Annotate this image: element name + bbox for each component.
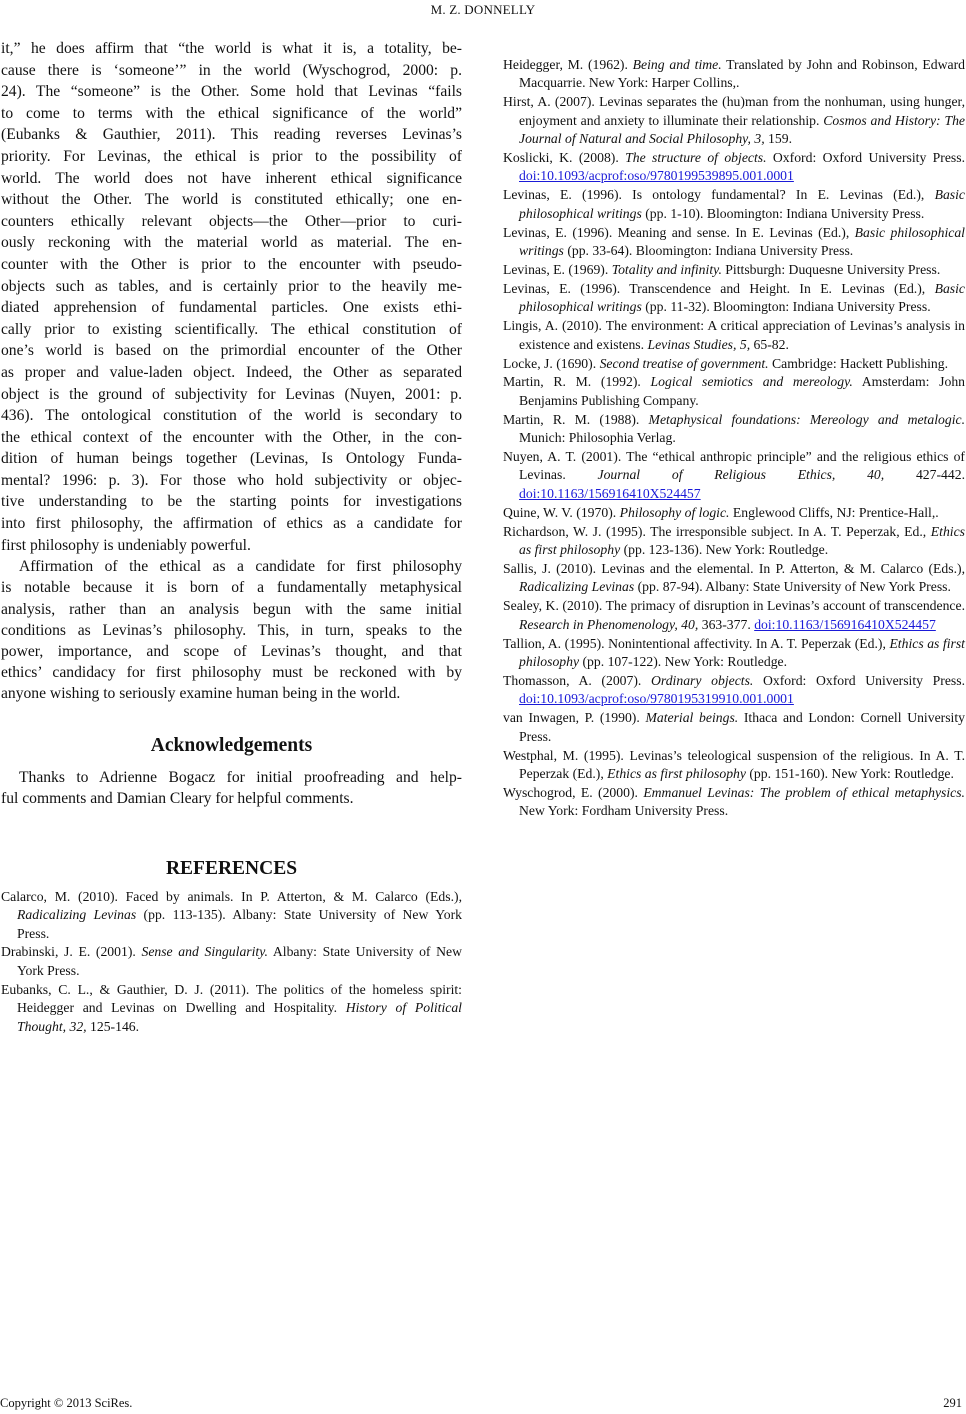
reference-text: 65-82. (750, 336, 789, 352)
text-line: ful comments and Damian Cleary for helpful comments. (1, 790, 354, 808)
right-column (503, 52, 965, 821)
reference-text: Levinas, E. (1969). (503, 261, 612, 277)
reference-title-italic: Second treatise of government. (599, 355, 769, 371)
reference-text: (pp. 113-135). Albany: State University of New York Press. (17, 907, 463, 941)
reference-entry (503, 261, 965, 279)
references-list-left (1, 888, 462, 1036)
reference-text: Koslicki, K. (2008). (503, 150, 626, 166)
reference-text: Martin, R. M. (1988). (503, 411, 649, 427)
reference-title-italic: Cosmos and History: The Journal of Natural and Social Philosophy, 3, (519, 112, 965, 147)
reference-entry (503, 93, 965, 148)
reference-entry (503, 635, 965, 672)
reference-title-italic: Ordinary objects. (651, 672, 754, 688)
reference-text: 427-442. (884, 467, 965, 483)
reference-text: Cambridge: Hackett Publishing. (768, 355, 949, 371)
reference-text: (pp. 123-136). New York: Routledge. (620, 542, 829, 558)
reference-text: (pp. 107-122). New York: Routledge. (579, 654, 788, 669)
text-line: Thanks to Adrienne Bogacz for initial proofreading and help- (19, 768, 462, 786)
text-line: it,” he does affirm that “the world is what it is, a totality, be- (1, 40, 462, 57)
reference-entry (503, 280, 965, 317)
text-line: 24). The “someone” is the Other. Some hold that Levinas “fails (1, 83, 462, 101)
text-line: priority. For Levinas, the ethical is prior to the possibility of (1, 147, 462, 165)
reference-entry (503, 672, 965, 709)
text-line: ethics’ candidacy for first philosophy must be reckoned with by (1, 664, 462, 682)
reference-title-italic: History of Political Thought, 32, (17, 1000, 462, 1034)
reference-entry (503, 56, 965, 93)
reference-entry (503, 149, 965, 186)
reference-text: 159. (764, 131, 792, 147)
reference-text: Albany: State University of New York Press. (17, 944, 462, 978)
text-line: to come to terms with the ethical significance of the world” (1, 104, 462, 122)
reference-text: Oxford: Oxford University Press. (766, 150, 965, 166)
reference-title-italic: Basic philosophical writings (519, 187, 965, 221)
references-heading: REFERENCES (165, 857, 298, 879)
text-line: counter with the Other is prior to the encounter with pseudo- (1, 255, 462, 273)
reference-text: Locke, J. (1690). (503, 355, 600, 371)
reference-text: Oxford: Oxford University Press. (753, 672, 965, 688)
reference-text: Sealey, K. (2010). The primacy of disruption in Levinas’s account of transcendence. (503, 598, 965, 614)
reference-entry (1, 981, 462, 1036)
reference-title-italic: Ethics as first philosophy (519, 523, 965, 558)
reference-text: Lingis, A. (2010). The environment: A critical appreciation of Levinas’s analysis in existence and existens. (503, 318, 965, 352)
reference-title-italic: Ethics as first philosophy (607, 765, 746, 781)
doi-link[interactable]: doi:10.1093/acprof:oso/9780199539895.001.0001 (519, 168, 794, 184)
text-line: first philosophy is undeniably powerful. (1, 536, 251, 554)
reference-text: (pp. 1-10). Bloomington: Indiana University Press. (641, 205, 925, 221)
text-line: cally prior to existing scientifically. The ethical constitution of (1, 320, 462, 338)
acknowledgements-heading: Acknowledgements (150, 734, 313, 756)
reference-text: Tallion, A. (1995). Nonintentional affectivity. In A. T. Peperzak (Ed.), (503, 635, 890, 651)
text-line: one’s world is based on the primordial encounter of the Other (1, 342, 462, 360)
text-line: into first philosophy, the affirmation of ethics as a candidate for (1, 515, 462, 533)
reference-title-italic: Basic philosophical writings (519, 280, 965, 315)
text-line: as proper and value-laden object. Indeed, the Other as separated (1, 363, 462, 381)
reference-text: Westphal, M. (1995). Levinas’s teleological suspension of the religious. In A. T. Peperzak (Ed.), (503, 747, 965, 781)
reference-text: (pp. 151-160). New York: Routledge. (745, 765, 954, 781)
text-line: 436). The ontological constitution of the world is secondary to (1, 407, 462, 425)
reference-text: Translated by John and Robinson, Edward Macquarrie. New York: Harper Collins,. (519, 57, 966, 91)
reference-text: Calarco, M. (2010). Faced by animals. In P. Atterton, & M. Calarco (Eds.), (1, 888, 462, 904)
reference-entry (503, 709, 965, 746)
reference-text: Sallis, J. (2010). Levinas and the elemental. In P. Atterton, & M. Calarco (Eds.), (503, 560, 965, 576)
reference-title-italic: Being and time. (632, 57, 722, 72)
reference-text: Martin, R. M. (1992). (503, 374, 651, 390)
reference-text: Levinas, E. (1996). Is ontology fundamental? In E. Levinas (Ed.), (503, 187, 935, 203)
text-line: conditions as Levinas’s philosophy. This, in turn, speaks to the (1, 621, 462, 639)
text-line: power, importance, and scope of Levinas’s thought, and that (1, 643, 462, 660)
reference-text: Levinas, E. (1996). Meaning and sense. In E. Levinas (Ed.), (503, 224, 855, 240)
reference-title-italic: Radicalizing Levinas (17, 907, 137, 923)
doi-link[interactable]: doi:10.1163/156916410X524457 (519, 485, 701, 501)
reference-entry (503, 317, 965, 354)
text-line: dition of human beings together (Levinas, Is Ontology Funda- (1, 450, 462, 468)
text-line: counters ethically relevant objects—the Other—prior to curi- (1, 212, 462, 230)
body-paragraph-2 (1, 556, 462, 704)
reference-title-italic: Totality and infinity. (611, 261, 722, 277)
reference-entry (503, 597, 965, 634)
reference-text: Drabinski, J. E. (2001). (1, 944, 142, 960)
reference-entry (503, 560, 965, 597)
reference-text: New York: Fordham University Press. (519, 803, 729, 819)
text-line: world. The world does not have inherent ethical significance (1, 169, 462, 187)
reference-entry (503, 504, 965, 522)
text-line: without the Other. The world is constituted ethically; one en- (1, 191, 462, 209)
reference-entry (503, 747, 965, 784)
text-line: is notable because it is born of a fundamentally metaphysical (1, 579, 462, 597)
reference-title-italic: Levinas Studies, 5, (647, 336, 751, 352)
reference-text: (pp. 11-32). Bloomington: Indiana University Press. (641, 299, 931, 315)
reference-text: (pp. 87-94). Albany: State University of New York Press. (634, 579, 951, 595)
reference-text: Ithaca and London: Cornell University Press. (519, 710, 965, 744)
reference-entry (1, 943, 462, 980)
reference-title-italic: The structure of objects. (625, 150, 767, 166)
reference-text: van Inwagen, P. (1990). (503, 710, 646, 726)
reference-entry (503, 224, 965, 261)
reference-text: Richardson, W. J. (1995). The irresponsible subject. In A. T. Peperzak, Ed., (503, 523, 931, 539)
reference-text: 125-146. (86, 1018, 140, 1034)
reference-text: Wyschogrod, E. (2000). (503, 784, 644, 800)
reference-text: Hirst, A. (2007). Levinas separates the (hu)man from the nonhuman, using hunger, enjoyment and anxiety to illuminate their relationship. (503, 94, 965, 128)
reference-title-italic: Research in Phenomenology, 40, (519, 616, 699, 632)
reference-title-italic: Journal of Religious Ethics, 40, (597, 467, 885, 483)
text-line: objects such as tables, and is certainly prior to the heavily me- (1, 277, 462, 295)
text-line: mental? 1996: p. 3). For those who hold subjectivity or objec- (1, 471, 462, 489)
text-line: analysis, rather than an analysis begun with the same initial (1, 600, 462, 618)
reference-text: (pp. 33-64). Bloomington: Indiana University Press. (563, 243, 854, 259)
running-head: M. Z. DONNELLY (430, 2, 536, 17)
acknowledgements-text (1, 767, 462, 810)
text-line: object is the ground of subjectivity for Levinas (Nuyen, 2001: p. (1, 385, 462, 403)
reference-title-italic: Sense and Singularity. (141, 944, 268, 960)
doi-link[interactable]: doi:10.1163/156916410X524457 (754, 616, 936, 632)
left-column (1, 38, 462, 1037)
reference-title-italic: Ethics as first philosophy (519, 635, 965, 669)
reference-text: Eubanks, C. L., & Gauthier, D. J. (2011). The politics of the homeless spirit: Heidegger and Levinas on Dwelling and Hospitality. (1, 981, 462, 1016)
reference-text: Thomasson, A. (2007). (503, 672, 652, 688)
page-number: 291 (943, 1396, 962, 1410)
reference-text: Pittsburgh: Duquesne University Press. (721, 261, 941, 277)
reference-entry (503, 448, 965, 503)
reference-title-italic: Emmanuel Levinas: The problem of ethical metaphysics. (643, 784, 965, 800)
text-line: cause there is ‘someone’” in the world (Wyschogrod, 2000: p. (1, 61, 462, 79)
text-line: the ethical context of the encounter with the Other, in the con- (1, 428, 462, 446)
reference-title-italic: Philosophy of logic. (619, 504, 730, 520)
copyright-notice: Copyright © 2013 SciRes. (0, 1396, 133, 1410)
reference-text: Levinas, E. (1996). Transcendence and Height. In E. Levinas (Ed.), (503, 280, 935, 296)
reference-text: Nuyen, A. T. (2001). The “ethical anthropic principle” and the religious ethics of Levinas. (503, 449, 965, 483)
body-paragraph-1 (1, 38, 462, 556)
reference-text: Heidegger, M. (1962). (503, 57, 633, 72)
reference-text: Amsterdam: John Benjamins Publishing Company. (519, 374, 966, 408)
reference-text: Englewood Cliffs, NJ: Prentice-Hall,. (729, 504, 939, 520)
text-line: tive understanding to be the starting points for investigations (1, 493, 462, 511)
reference-title-italic: Metaphysical foundations: Mereology and metalogic. (648, 411, 965, 427)
reference-title-italic: Logical semiotics and mereology. (650, 374, 853, 390)
reference-entry (503, 523, 965, 560)
text-line: (Eubanks & Gauthier, 2011). This reading reverses Levinas’s (1, 126, 462, 144)
reference-entry (503, 355, 965, 373)
reference-title-italic: Radicalizing Levinas (519, 579, 635, 595)
references-list-right (503, 56, 965, 821)
text-line: anyone wishing to seriously examine human being in the world. (1, 685, 401, 703)
text-line: Affirmation of the ethical as a candidate for first philosophy (19, 558, 462, 576)
text-line: diated apprehension of fundamental particles. One exists ethi- (1, 299, 462, 317)
reference-text: Quine, W. V. (1970). (503, 504, 620, 520)
reference-text: Munich: Philosophia Verlag. (519, 430, 676, 446)
text-line: ously reckoning with the material world as material. The en- (1, 234, 462, 252)
reference-entry (503, 411, 965, 448)
reference-text: 363-377. (698, 616, 755, 632)
reference-title-italic: Material beings. (645, 710, 739, 726)
reference-title-italic: Basic philosophical writings (519, 224, 965, 259)
reference-entry (503, 784, 965, 821)
reference-entry (503, 373, 965, 410)
reference-entry (1, 888, 462, 943)
reference-entry (503, 186, 965, 223)
doi-link[interactable]: doi:10.1093/acprof:oso/9780195319910.001.0001 (519, 691, 794, 707)
